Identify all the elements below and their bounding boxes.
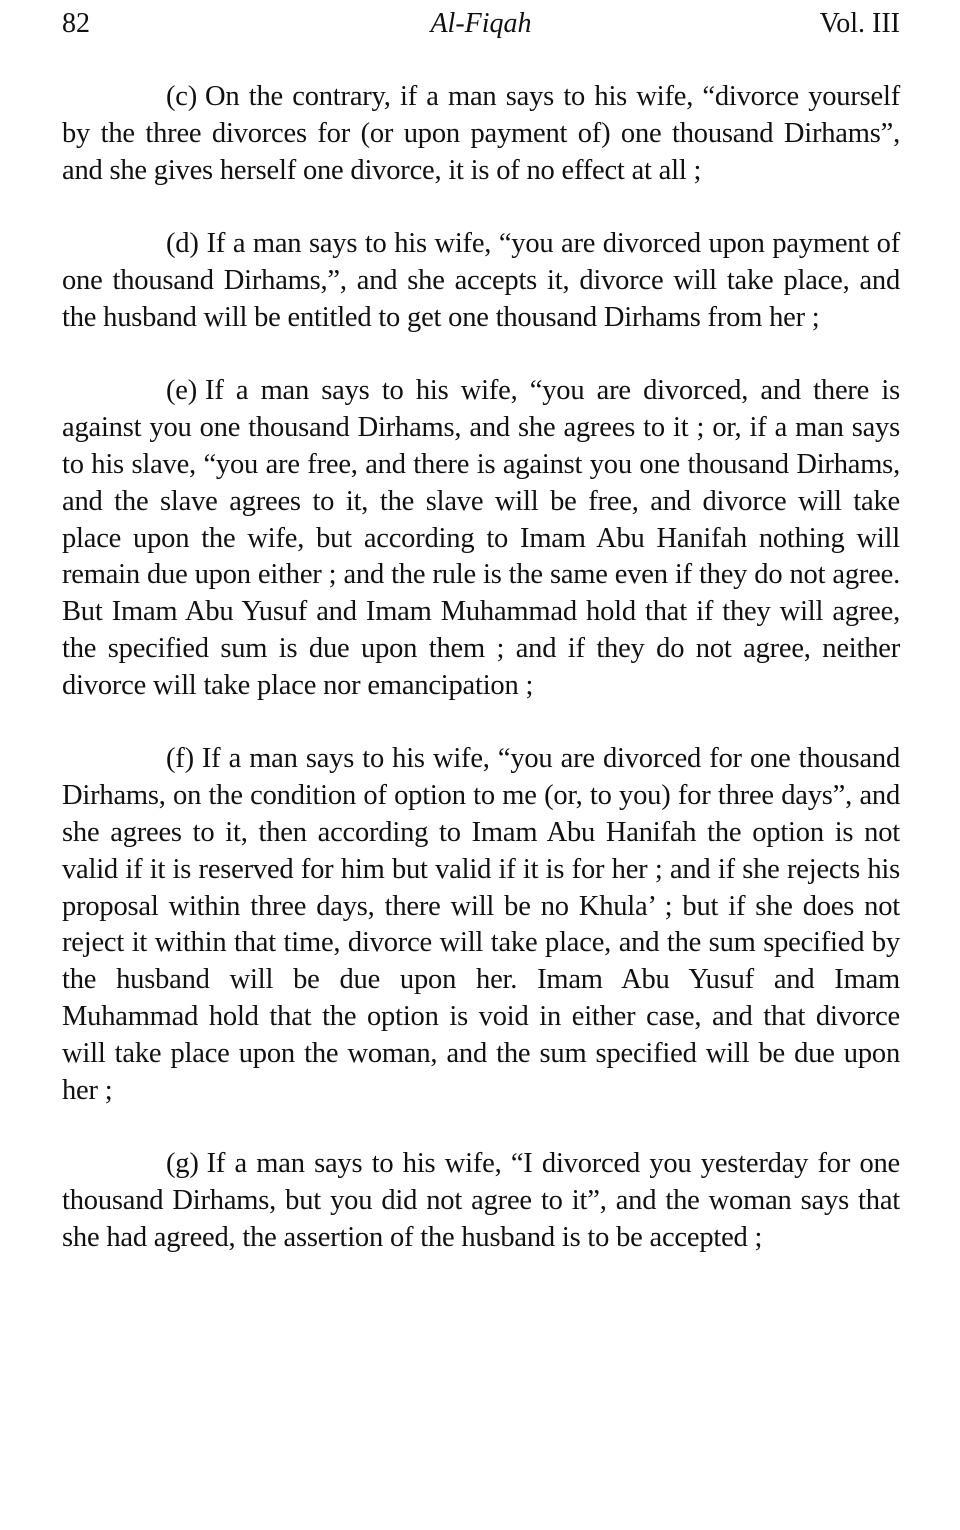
paragraph-e [62,373,900,704]
book-title: Al-Fiqah [430,8,532,39]
page-number: 82 [62,8,90,39]
paragraph-text: On the contrary, if a man says to his wife, “divorce yourself by the three divorces for (or upon payment of) one thousand Dirhams”, and she gives herself one divorce, it is of no effect at all ; [62,81,900,186]
paragraph-d [62,226,900,336]
page-body [62,79,900,1293]
paragraph-text: If a man says to his wife, “you are divorced for one thousand Dirhams, on the condition of option to me (or, to you) for three days”, and she agrees to it, then according to Imam Abu Hanifah the option is not valid if it is reserved for him but valid if it is for her ; and if she rejects his proposal within three days, there will be no Khula’ ; but if she does not reject it within that time, divorce will take place, and the sum specified by the husband will be due upon her. Imam Abu Yusuf and Imam Muhammad hold that the option is void in either case, and that divorce will take place upon the woman, and the sum specified will be due upon her ; [62,743,900,1106]
paragraph-label: (f) [166,743,194,775]
paragraph-label: (c) [166,81,198,112]
volume-label: Vol. III [819,8,900,39]
paragraph-text: If a man says to his wife, “you are divorced, and there is against you one thousand Dirhams, and she agrees to it ; or, if a man says to his slave, “you are free, and there is against you one thousand Dirhams, and the slave agrees to it, the slave will be free, and divorce will take place upon the wife, but according to Imam Abu Hanifah nothing will remain due upon either ; and the rule is the same even if they do not agree. But Imam Abu Yusuf and Imam Muhammad hold that if they will agree, the specified sum is due upon them ; and if they do not agree, neither divorce will take place nor emancipation ; [62,375,900,701]
paragraph-g [62,1146,900,1256]
paragraph-text: If a man says to his wife, “you are divorced upon payment of one thousand Dirhams,”, and she accepts it, divorce will take place, and the husband will be entitled to get one thousand Dirhams from her ; [62,228,900,333]
paragraph-label: (e) [166,375,198,407]
paragraph-text: If a man says to his wife, “I divorced you yesterday for one thousand Dirhams, but you did not agree to it”, and the woman says that she had agreed, the assertion of the husband is to be accepted ; [62,1148,900,1253]
paragraph-label: (d) [166,228,199,260]
paragraph-c [62,79,900,189]
paragraph-label: (g) [166,1148,199,1180]
paragraph-f [62,741,900,1109]
running-header [62,4,900,44]
